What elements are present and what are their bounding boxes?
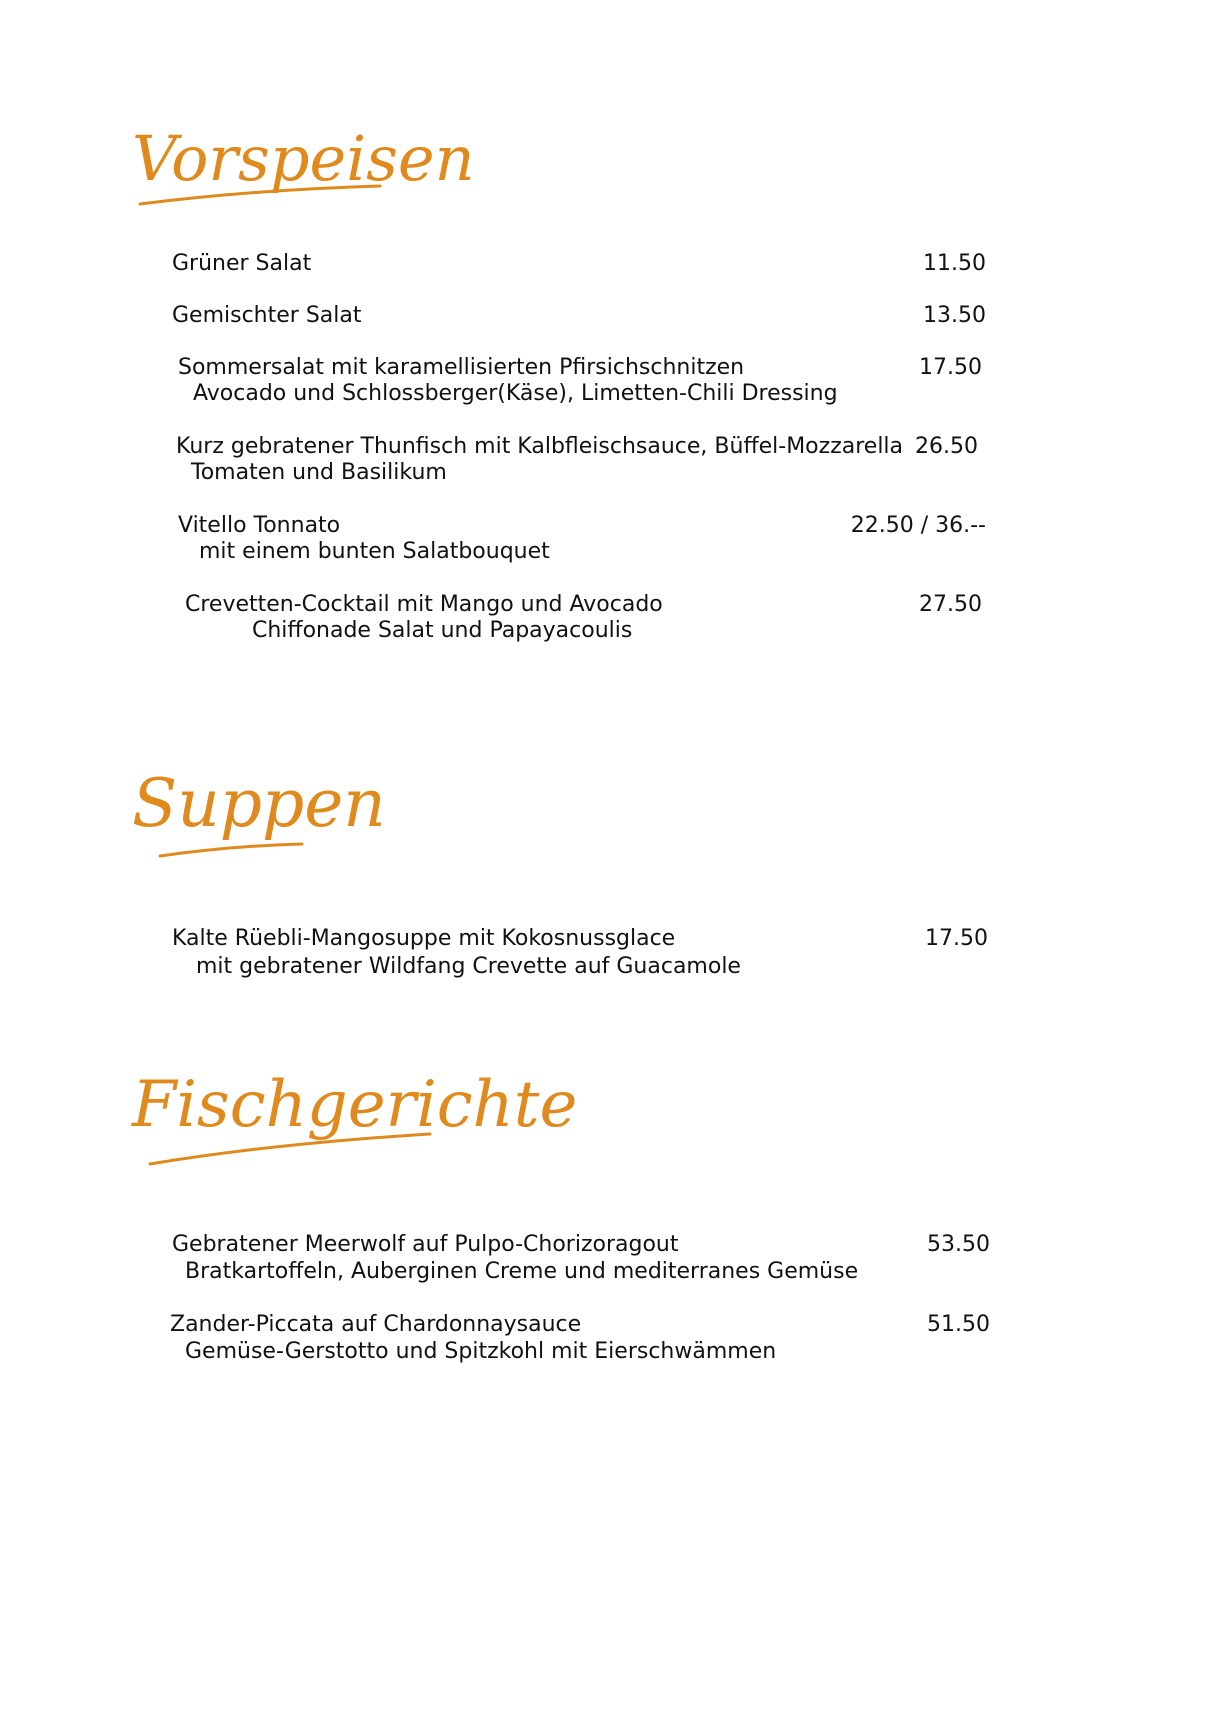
menu-item-description: Avocado und Schlossberger(Käse), Limetten-Chili Dressing bbox=[193, 381, 838, 406]
menu-item-name: Sommersalat mit karamellisierten Pfirsichschnitzen bbox=[178, 355, 745, 380]
section-heading-text: Fischgerichte bbox=[132, 1068, 578, 1142]
section-heading-vorspeisen bbox=[130, 118, 475, 218]
menu-item-name: Zander-Piccata auf Chardonnaysauce bbox=[170, 1312, 582, 1337]
menu-item-price: 17.50 bbox=[919, 355, 982, 380]
menu-item-price: 22.50 / 36.-- bbox=[850, 513, 986, 538]
menu-item-price: 26.50 bbox=[915, 434, 978, 459]
menu-item-description: mit einem bunten Salatbouquet bbox=[199, 539, 550, 564]
menu-item-price: 11.50 bbox=[923, 251, 986, 276]
menu-item-price: 51.50 bbox=[927, 1312, 990, 1337]
section-heading-text: Vorspeisen bbox=[132, 122, 475, 195]
menu-item-price: 53.50 bbox=[927, 1232, 990, 1257]
menu-item-name: Grüner Salat bbox=[172, 251, 312, 276]
section-heading-suppen bbox=[130, 760, 386, 870]
menu-item-description: Chiffonade Salat und Papayacoulis bbox=[252, 618, 633, 643]
section-heading-fischgerichte bbox=[130, 1060, 578, 1175]
menu-item-price: 27.50 bbox=[919, 592, 982, 617]
menu-item-name: Gemischter Salat bbox=[172, 303, 362, 328]
menu-item-name: Kurz gebratener Thunfisch mit Kalbfleischsauce, Büffel-Mozzarella bbox=[176, 434, 904, 459]
menu-item-name: Crevetten-Cocktail mit Mango und Avocado bbox=[185, 592, 663, 617]
menu-item-name: Kalte Rüebli-Mangosuppe mit Kokosnussglace bbox=[172, 926, 676, 951]
menu-item-price: 13.50 bbox=[923, 303, 986, 328]
menu-item-price: 17.50 bbox=[925, 926, 988, 951]
menu-item-description: Gemüse-Gerstotto und Spitzkohl mit Eierschwämmen bbox=[185, 1339, 777, 1364]
menu-item-description: Bratkartoffeln, Auberginen Creme und mediterranes Gemüse bbox=[185, 1259, 859, 1284]
menu-item-name: Gebratener Meerwolf auf Pulpo-Chorizoragout bbox=[172, 1232, 679, 1257]
menu-item-name: Vitello Tonnato bbox=[178, 513, 341, 538]
menu-item-description: mit gebratener Wildfang Crevette auf Guacamole bbox=[196, 954, 741, 979]
menu-item-description: Tomaten und Basilikum bbox=[191, 460, 447, 485]
section-heading-text: Suppen bbox=[132, 765, 386, 842]
